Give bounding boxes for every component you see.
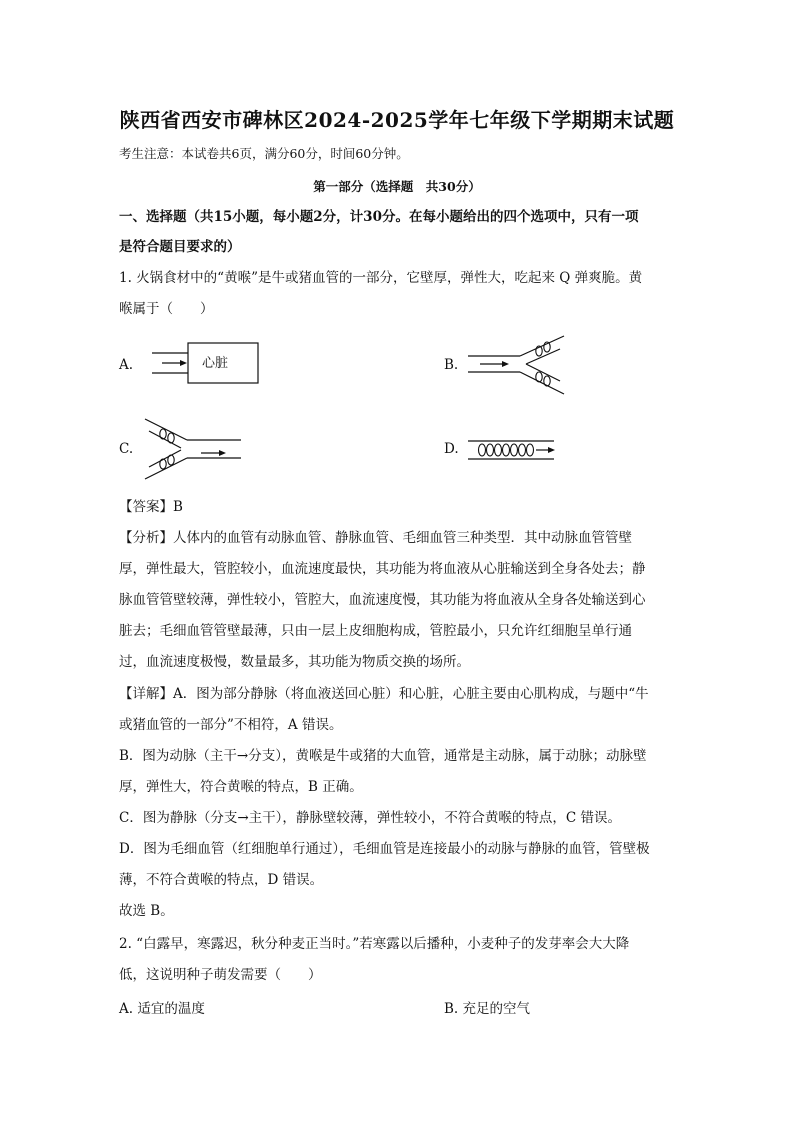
q1-analysis-line5: 过，血流速度极慢，数量最多，其功能为物质交换的场所。	[119, 654, 470, 670]
section-heading-line2: 是符合题目要求的）	[119, 239, 241, 255]
q1-detail-line3: B．图为动脉（主干→分支），黄喉是牛或猪的大血管，通常是主动脉，属于动脉；动脉壁	[119, 748, 647, 764]
q1-stem-line2: 喉属于（ ）	[119, 301, 214, 317]
q1-option-a-diagram	[150, 340, 262, 386]
q1-answer: 【答案】B	[119, 499, 183, 515]
q1-option-b-label: B.	[444, 357, 459, 373]
q1-option-c-label: C.	[119, 441, 134, 457]
q1-detail-line7: 薄，不符合黄喉的特点，D 错误。	[119, 872, 324, 888]
q1-detail-line4: 厚，弹性大，符合黄喉的特点，B 正确。	[119, 779, 363, 795]
q1-detail-line6: D．图为毛细血管（红细胞单行通过），毛细血管是连接最小的动脉与静脉的血管，管壁极	[119, 841, 650, 857]
exam-notice: 考生注意：本试卷共6页，满分60分，时间60分钟。	[119, 146, 409, 161]
q1-option-a-label: A.	[119, 357, 134, 373]
q1-option-b-diagram	[466, 333, 572, 399]
part-heading: 第一部分（选择题 共30分）	[313, 179, 481, 194]
q2-option-a: A. 适宜的温度	[119, 1001, 205, 1017]
page-title: 陕西省西安市碑林区2024-2025学年七年级下学期期末试题	[119, 108, 675, 132]
q2-option-b: B. 充足的空气	[444, 1001, 531, 1017]
q1-conclusion: 故选 B。	[119, 903, 174, 919]
q1-detail-line5: C．图为静脉（分支→主干），静脉壁较薄，弹性较小，不符合黄喉的特点，C 错误。	[119, 810, 622, 826]
q1-analysis-line1: 【分析】人体内的血管有动脉血管、静脉血管、毛细血管三种类型．其中动脉血管管壁	[119, 530, 632, 546]
q1-analysis-line2: 厚，弹性最大，管腔较小，血流速度最快，其功能为将血液从心脏输送到全身各处去；静	[119, 561, 646, 577]
q1-analysis-line4: 脏去；毛细血管管壁最薄，只由一层上皮细胞构成，管腔最小，只允许红细胞呈单行通	[119, 623, 632, 639]
q1-detail-line2: 或猪血管的一部分”不相符，A 错误。	[119, 717, 343, 733]
q2-stem-line2: 低，这说明种子萌发需要（ ）	[119, 967, 322, 983]
q1-option-c-diagram	[143, 417, 245, 481]
heart-box-label: 心脏	[202, 356, 229, 371]
q2-stem-line1: 2. “白露早，寒露迟，秋分种麦正当时。”若寒露以后播种，小麦种子的发芽率会大大降	[119, 936, 630, 952]
section-heading-line1: 一、选择题（共15小题，每小题2分，计30分。在每小题给出的四个选项中，只有一项	[119, 209, 639, 225]
q1-stem-line1: 1. 火锅食材中的“黄喉”是牛或猪血管的一部分，它壁厚，弹性大，吃起来 Q 弹爽脆。黄	[119, 270, 643, 286]
q1-analysis-line3: 脉血管管壁较薄，弹性较小，管腔大，血流速度慢，其功能为将血液从全身各处输送到心	[119, 592, 646, 608]
q1-detail-line1: 【详解】A．图为部分静脉（将血液送回心脏）和心脏，心脏主要由心肌构成，与题中“牛	[119, 686, 649, 702]
q1-option-d-label: D.	[444, 441, 459, 457]
q1-option-d-diagram	[466, 439, 558, 461]
